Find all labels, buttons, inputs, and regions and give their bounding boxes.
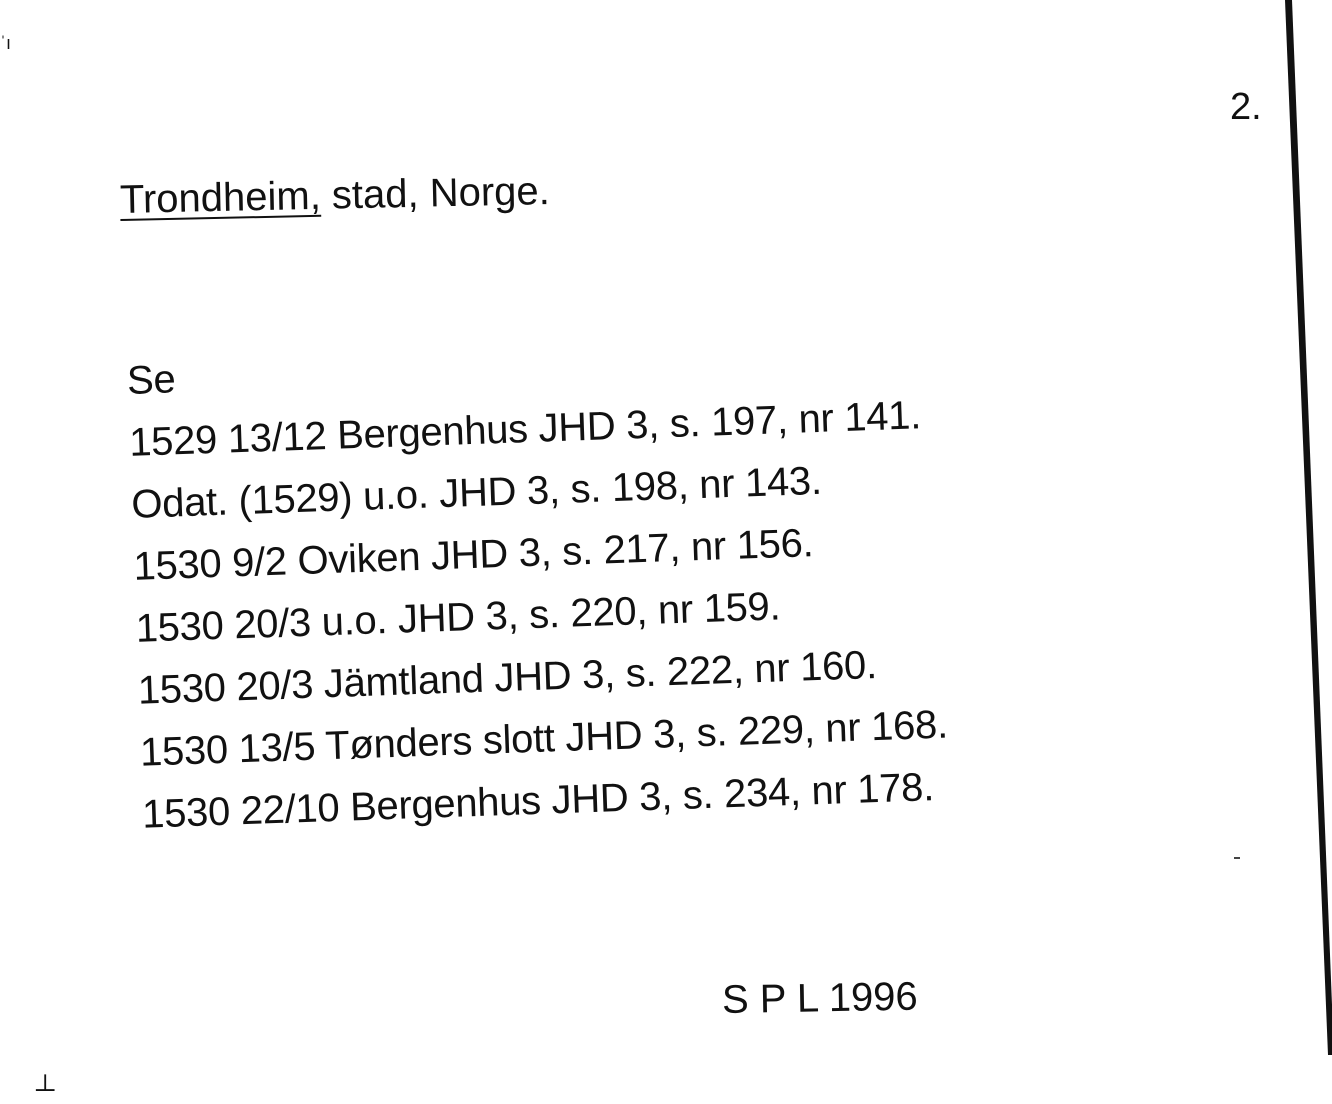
reference-entry: 1530 13/5 Tønders slott JHD 3, s. 229, nr 168. [139, 702, 949, 775]
reference-list [126, 322, 951, 846]
reference-entry: 1530 20/3 u.o. JHD 3, s. 220, nr 159. [134, 584, 782, 651]
foot-mark: ┴ [36, 1074, 55, 1104]
heading-rest: stad, Norge. [320, 169, 551, 218]
scan-speck [1234, 857, 1240, 859]
card-heading [120, 169, 551, 222]
corner-mark: ˈı [0, 33, 11, 53]
reference-entry: Odat. (1529) u.o. JHD 3, s. 198, nr 143. [130, 458, 823, 527]
page-number: 2. [1230, 86, 1262, 128]
reference-entry: 1529 13/12 Bergenhus JHD 3, s. 197, nr 141. [128, 393, 922, 465]
reference-entry: 1530 9/2 Oviken JHD 3, s. 217, nr 156. [132, 521, 815, 589]
card-edge-line [1280, 0, 1332, 1060]
reference-intro: Se [126, 357, 177, 403]
reference-entry: 1530 20/3 Jämtland JHD 3, s. 222, nr 160. [137, 643, 878, 713]
heading-place: Trondheim, [119, 173, 322, 222]
reference-entry: 1530 22/10 Bergenhus JHD 3, s. 234, nr 178. [141, 765, 935, 837]
signature: S P L 1996 [721, 974, 919, 1022]
